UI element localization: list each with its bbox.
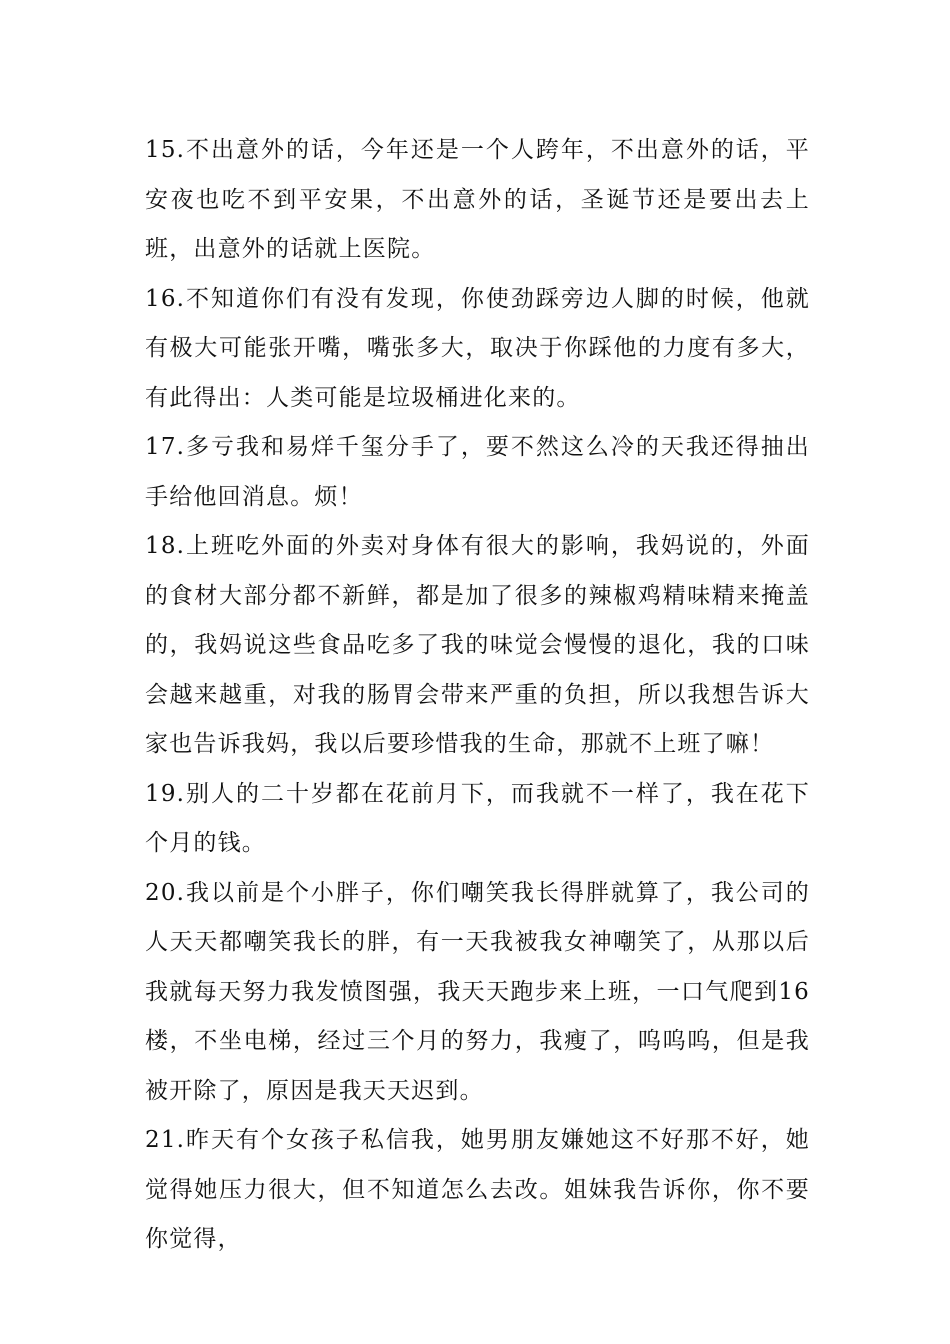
document-body — [145, 126, 810, 1265]
entry-17: 17.多亏我和易烊千玺分手了，要不然这么冷的天我还得抽出手给他回消息。烦！ — [145, 434, 810, 510]
entry-15: 15.不出意外的话，今年还是一个人跨年，不出意外的话，平安夜也吃不到平安果，不出意外的话，圣诞节还是要出去上班，出意外的话就上医院。 — [145, 137, 810, 262]
entry-20: 20.我以前是个小胖子，你们嘲笑我长得胖就算了，我公司的人天天都嘲笑我长的胖，有一天我被我女神嘲笑了，从那以后我就每天努力我发愤图强，我天天跑步来上班，一口气爬到16楼，不坐电梯，经过三个月的努力，我瘦了，呜呜呜，但是我被开除了，原因是我天天迟到。 — [145, 879, 810, 1104]
entry-21: 21.昨天有个女孩子私信我，她男朋友嫌她这不好那不好，她觉得她压力很大，但不知道怎么去改。姐妹我告诉你，你不要你觉得， — [145, 1127, 810, 1252]
entry-18: 18.上班吃外面的外卖对身体有很大的影响，我妈说的，外面的食材大部分都不新鲜，都是加了很多的辣椒鸡精味精来掩盖的，我妈说这些食品吃多了我的味觉会慢慢的退化，我的口味会越来越重，对我的肠胃会带来严重的负担，所以我想告诉大家也告诉我妈，我以后要珍惜我的生命，那就不上班了嘛！ — [145, 533, 810, 757]
entry-16: 16.不知道你们有没有发现，你使劲踩旁边人脚的时候，他就有极大可能张开嘴，嘴张多大，取决于你踩他的力度有多大，有此得出：人类可能是垃圾桶进化来的。 — [145, 285, 810, 411]
entry-19: 19.别人的二十岁都在花前月下，而我就不一样了，我在花下个月的钱。 — [145, 780, 810, 856]
